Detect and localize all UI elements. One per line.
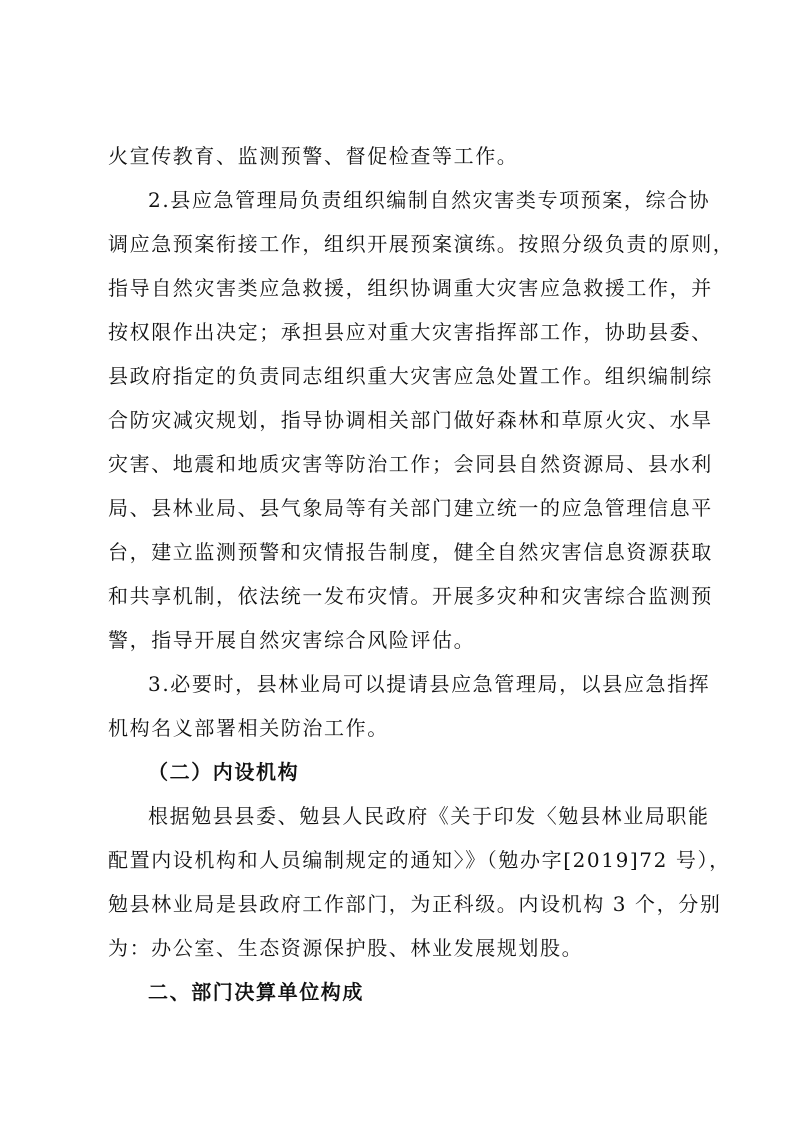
text-line: 根据勉县县委、勉县人民政府《关于印发〈勉县林业局职能 [148, 804, 710, 828]
text-line: 3.必要时，县林业局可以提请县应急管理局，以县应急指挥 [148, 672, 711, 696]
text-line: 台，建立监测预警和灾情报告制度，健全自然灾害信息资源获取 [108, 540, 713, 564]
section-heading: 二、部门决算单位构成 [148, 980, 364, 1004]
text-line: 调应急预案衔接工作，组织开展预案演练。按照分级负责的原则， [108, 232, 735, 256]
text-line: 配置内设机构和人员编制规定的通知〉》（勉办字[2019]72 号）， [108, 848, 731, 872]
text-line: 合防灾减灾规划，指导协调相关部门做好森林和草原火灾、水旱 [108, 408, 713, 432]
section-heading: （二）内设机构 [148, 760, 300, 784]
text-line: 警，指导开展自然灾害综合风险评估。 [108, 628, 476, 652]
text-line: 2.县应急管理局负责组织编制自然灾害类专项预案，综合协 [148, 188, 711, 212]
text-line: 指导自然灾害类应急救援，组织协调重大灾害应急救援工作，并 [108, 276, 713, 300]
text-line: 机构名义部署相关防治工作。 [108, 716, 389, 740]
text-line: 灾害、地震和地质灾害等防治工作；会同县自然资源局、县水利 [108, 452, 713, 476]
text-line: 为：办公室、生态资源保护股、林业发展规划股。 [108, 936, 584, 960]
text-line: 局、县林业局、县气象局等有关部门建立统一的应急管理信息平 [108, 496, 713, 520]
text-line: 县政府指定的负责同志组织重大灾害应急处置工作。组织编制综 [108, 364, 713, 388]
text-line: 勉县林业局是县政府工作部门，为正科级。内设机构 3 个，分别 [108, 892, 722, 916]
text-line: 按权限作出决定；承担县应对重大灾害指挥部工作，协助县委、 [108, 320, 713, 344]
text-line: 火宣传教育、监测预警、督促检查等工作。 [108, 144, 519, 168]
text-line: 和共享机制，依法统一发布灾情。开展多灾种和灾害综合监测预 [108, 584, 713, 608]
